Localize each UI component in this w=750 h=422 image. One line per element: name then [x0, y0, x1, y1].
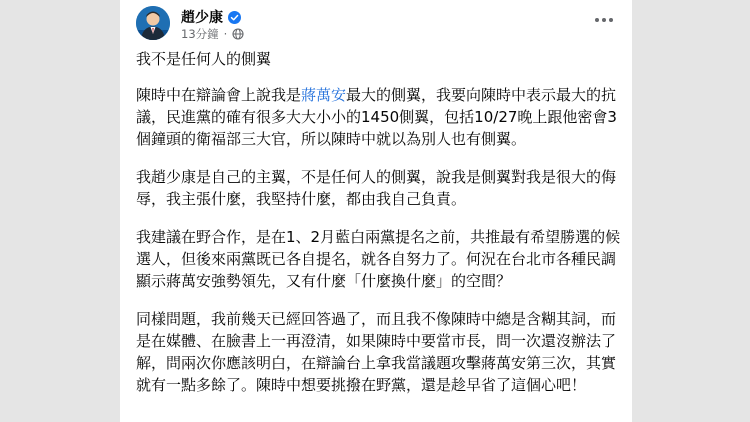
author-name[interactable]: 趙少康 [181, 10, 223, 26]
paragraph-3: 我建議在野合作，是在1、2月藍白兩黨提名之前，共推最有希望勝選的候選人，但後來兩黨既已各自提名，就各自努力了。何況在台北市各種民調顯示蔣萬安強勢領先，又有什麼「什麼換什麼」的空間？ [136, 228, 621, 290]
more-dot [602, 18, 606, 22]
author-line [181, 7, 241, 27]
post-content [136, 48, 621, 412]
globe-icon[interactable] [232, 28, 244, 40]
paragraph-2: 我趙少康是自己的主翼，不是任何人的側翼，說我是側翼對我是很大的侮辱，我主張什麼，我堅持什麼，都由我自己負責。 [136, 168, 617, 208]
verified-badge-icon [228, 11, 241, 24]
post-card [120, 0, 632, 422]
paragraph-1 [136, 84, 621, 150]
author-avatar[interactable] [136, 6, 170, 40]
more-dot [609, 18, 613, 22]
more-options-icon[interactable] [590, 10, 618, 30]
mention-link[interactable]: 蔣萬安 [301, 86, 347, 104]
paragraph-1-start: 陳時中在辯論會上說我是 [136, 86, 302, 104]
paragraph-1-rest: 最大的側翼，我要向陳時中表示最大的抗議，民進黨的確有很多大大小小的1450側翼，包括10/27晚上跟他密會3個鐘頭的衛福部三大官，所以陳時中就以為別人也有側翼。 [136, 86, 617, 148]
post-meta [181, 26, 244, 42]
more-dot [595, 18, 599, 22]
post-title: 我不是任何人的側翼 [136, 50, 272, 68]
post-timestamp[interactable]: 13分鐘 [181, 27, 219, 41]
paragraph-4: 同樣問題，我前幾天已經回答過了，而且我不像陳時中總是含糊其詞，而是在媒體、在臉書上一再澄清，如果陳時中要當市長，問一次還沒辦法了解，問兩次你應該明白，在辯論台上拿我當議題攻擊蔣萬安第三次，其實就有一點多餘了。陳時中想要挑撥在野黨，還是趁早省了這個心吧！ [136, 310, 617, 394]
meta-separator: · [223, 27, 228, 41]
post-header [136, 6, 618, 42]
